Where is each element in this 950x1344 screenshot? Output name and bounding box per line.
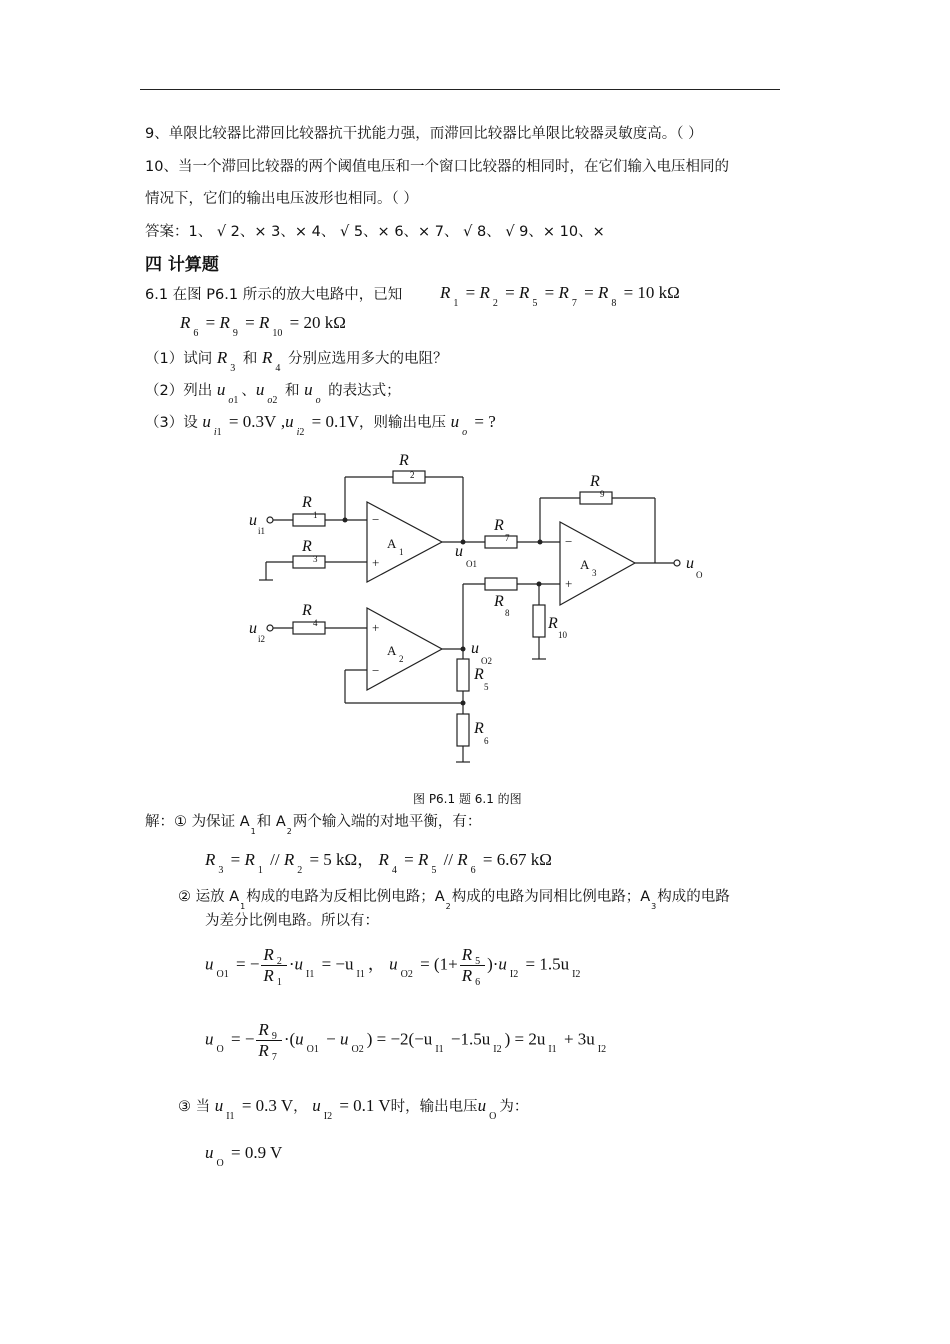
svg-text:2: 2: [410, 470, 415, 480]
label-a2: A: [387, 643, 397, 658]
svg-text:O2: O2: [481, 656, 492, 666]
label-r2: R: [399, 452, 409, 469]
label-a3: A: [580, 557, 590, 572]
solution-eq-uo1-uo2: $u_{O1}$ = − $\frac{R _2}{R _1}$ $\cdot u_{I1} = -u_{I1}$， $u_{O2} = (1+$ $\frac{R _5}{R _6}$ )$\cdot u_{I2} = 1.5u_{I2}$: [205, 945, 581, 988]
svg-text:i2: i2: [258, 634, 266, 644]
svg-text:+: +: [565, 576, 573, 591]
solution-step-2: ② 运放 $A_1$构成的电路为反相比例电路；$A_2$构成的电路为同相比例电路；$A_3$构成的电路: [178, 889, 730, 911]
label-uo: u: [686, 555, 694, 572]
svg-text:1: 1: [399, 547, 404, 557]
question-2: （2）列出 $u_{o1}$、$u_{o2}$ 和 $u_o$ 的表达式；: [145, 380, 401, 406]
label-r3: R: [302, 538, 312, 555]
svg-text:O1: O1: [466, 559, 477, 569]
svg-text:6: 6: [484, 736, 489, 746]
svg-text:8: 8: [505, 608, 510, 618]
label-r10: R: [548, 615, 558, 632]
question-9: 9、单限比较器比滞回比较器抗干扰能力强，而滞回比较器比单限比较器灵敏度高。（ ）: [145, 126, 703, 142]
svg-text:7: 7: [505, 533, 510, 543]
resistor-r9: [580, 492, 612, 504]
resistor-r8: [485, 578, 517, 590]
label-ui2: u: [249, 620, 257, 637]
label-uo1: u: [455, 543, 463, 560]
svg-text:10: 10: [558, 630, 567, 640]
figure-caption: 图 P6.1 题 6.1 的图: [413, 792, 522, 806]
resistor-r10: [533, 605, 545, 637]
svg-text:3: 3: [592, 568, 597, 578]
resistor-r4: [293, 622, 325, 634]
question-1: （1）试问 $R_3$ 和 $R_4$ 分别应选用多大的电阻？: [145, 348, 448, 374]
label-a1: A: [387, 536, 397, 551]
section-title: 四 计算题: [145, 255, 219, 275]
svg-text:i1: i1: [258, 526, 266, 536]
resistor-r6: [457, 714, 469, 746]
label-ui1: u: [249, 512, 257, 529]
circuit-diagram: [240, 448, 720, 768]
label-r9: R: [590, 473, 600, 490]
svg-text:+: +: [372, 620, 380, 635]
question-10-line2: 情况下，它们的输出电压波形也相同。（ ）: [145, 191, 418, 207]
label-uo2: u: [471, 640, 479, 657]
solution-step-2-line2: 为差分比例电路。所以有：: [205, 913, 379, 929]
solution-final: $u_O = 0.9$ V: [205, 1143, 283, 1169]
svg-text:+: +: [372, 555, 380, 570]
solution-eq-1: $R_3 = R_1 // R_2 = 5$ kΩ， $R_4 = R_5 // R_6 = 6.67$ kΩ: [205, 850, 552, 876]
resistor-r5: [457, 659, 469, 691]
svg-text:2: 2: [399, 654, 404, 664]
resistor-r3: [293, 556, 325, 568]
header-rule: [140, 89, 780, 90]
question-10-line1: 10、当一个滞回比较器的两个阈值电压和一个窗口比较器的相同时，在它们输入电压相同的: [145, 159, 729, 175]
answers-line: 答案：1、 √ 2、× 3、× 4、 √ 5、× 6、× 7、 √ 8、 √ 9、× 10、×: [145, 224, 605, 240]
svg-text:−: −: [372, 512, 380, 527]
resistor-r1: [293, 514, 325, 526]
svg-text:5: 5: [484, 682, 489, 692]
label-r6: R: [474, 720, 484, 737]
solution-step-3: ③ 当 $u_{I1} = 0.3$ V， $u_{I2} = 0.1$ V时，输出电压$u_O$为：: [178, 1096, 529, 1122]
given-eq-2: $R_6 = R_9 = R_{10} = 20$ kΩ: [180, 313, 346, 339]
resistor-r7: [485, 536, 517, 548]
svg-text:9: 9: [600, 489, 605, 499]
svg-text:−: −: [372, 663, 380, 678]
label-r1: R: [302, 494, 312, 511]
problem-intro: 6.1 在图 P6.1 所示的放大电路中，已知: [145, 287, 403, 303]
solution-eq-uo: $u_O$ = − $\frac{R _9}{R _7}$ $\cdot(u_{O1} - u_{O2}) = -2(-u_{I1} -1.5u_{I2}) = 2u_{I1} + 3u_{I2}$: [205, 1020, 607, 1063]
label-r7: R: [494, 517, 504, 534]
svg-text:O: O: [696, 570, 703, 580]
given-eq-1: $R_1 = R_2 = R_5 = R_7 = R_8 = 10$ kΩ: [440, 283, 680, 309]
svg-text:−: −: [565, 534, 573, 549]
solution-step-1: 解：① 为保证 $A_1$和 $A_2$两个输入端的对地平衡，有：: [145, 814, 482, 836]
question-3: （3）设 $u_{i1} = 0.3V$ $,u_{i2} = 0.1V$，则输出电压 $u_o$ = ?: [145, 412, 496, 438]
svg-text:3: 3: [313, 554, 318, 564]
resistor-r2: [393, 471, 425, 483]
label-r4: R: [302, 602, 312, 619]
label-r8: R: [494, 593, 504, 610]
svg-text:1: 1: [313, 510, 318, 520]
svg-text:4: 4: [313, 618, 318, 628]
label-r5: R: [474, 666, 484, 683]
